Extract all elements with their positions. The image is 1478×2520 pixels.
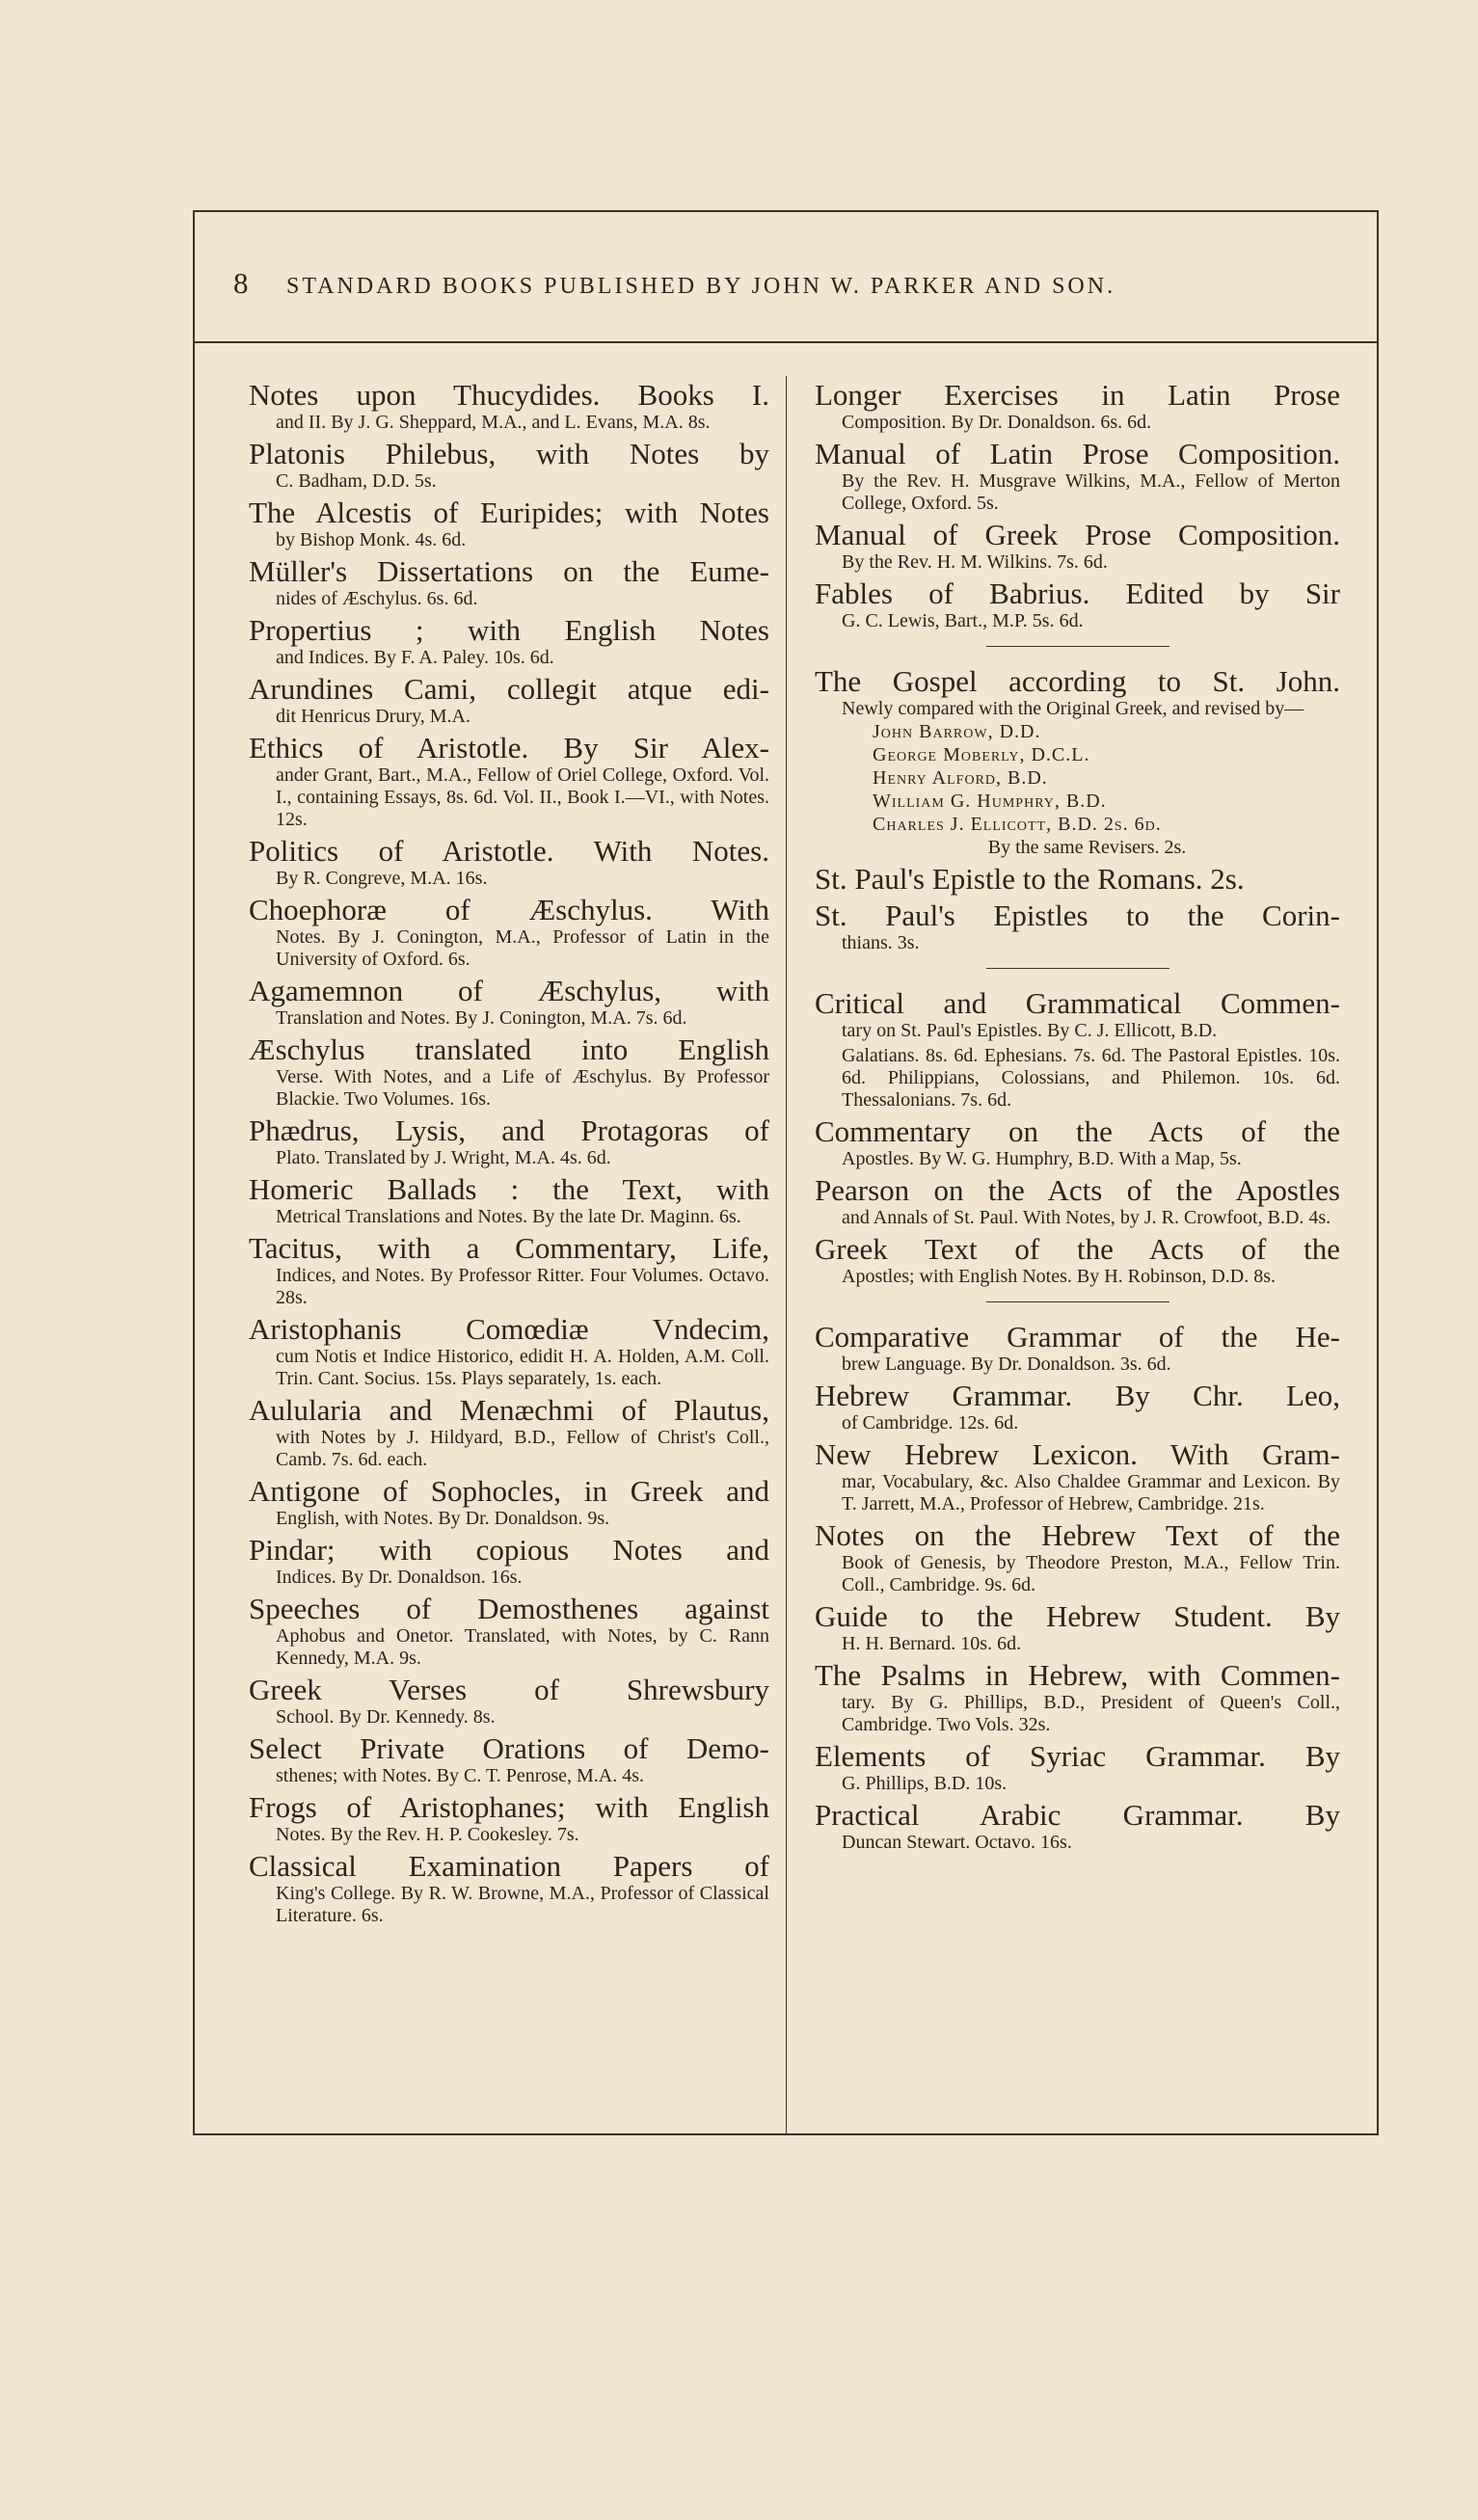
book-detail: H. H. Bernard. 10s. 6d. bbox=[842, 1633, 1022, 1654]
book-entry bbox=[815, 986, 1340, 1042]
revisers-note: By the same Revisers. 2s. bbox=[987, 837, 1187, 858]
book-entry bbox=[249, 731, 769, 831]
book-detail: Indices. By Dr. Donaldson. 16s. bbox=[276, 1567, 523, 1588]
book-detail: Notes. By J. Conington, M.A., Professor of Latin in the University of Oxford. 6s. bbox=[276, 926, 769, 970]
section-separator bbox=[986, 1301, 1169, 1302]
book-detail: Duncan Stewart. Octavo. 16s. bbox=[842, 1832, 1072, 1853]
page-number: 8 bbox=[233, 266, 249, 300]
book-entry bbox=[249, 1673, 769, 1729]
book-title: The Gospel according to St. John. bbox=[815, 664, 1340, 698]
book-title: The Psalms in Hebrew, with Commen- bbox=[815, 1658, 1340, 1692]
header-rule bbox=[193, 341, 1379, 343]
book-detail: and Annals of St. Paul. With Notes, by J. R. Crowfoot, B.D. 4s. bbox=[842, 1207, 1331, 1228]
book-title: Agamemnon of Æschylus, with bbox=[249, 974, 769, 1007]
book-entry bbox=[249, 1790, 769, 1846]
book-entry bbox=[249, 672, 769, 728]
book-title: Ethics of Aristotle. By Sir Alex- bbox=[249, 731, 769, 764]
book-entry bbox=[249, 1231, 769, 1309]
book-entry bbox=[249, 437, 769, 493]
book-title: Select Private Orations of Demo- bbox=[249, 1731, 769, 1765]
book-detail: Apostles. By W. G. Humphry, B.D. With a Map, 5s. bbox=[842, 1148, 1242, 1169]
book-title: Manual of Latin Prose Composition. bbox=[815, 437, 1340, 470]
left-column bbox=[249, 378, 769, 1930]
book-detail: mar, Vocabulary, &c. Also Chaldee Grammar and Lexicon. By T. Jarrett, M.A., Professor of Hebrew, Cambridge. 21s. bbox=[842, 1471, 1340, 1515]
book-title: St. Paul's Epistles to the Corin- bbox=[815, 898, 1340, 932]
book-entry bbox=[815, 862, 1340, 896]
book-title: Aristophanis Comœdiæ Vndecim, bbox=[249, 1312, 769, 1346]
book-title: New Hebrew Lexicon. With Gram- bbox=[815, 1437, 1340, 1471]
book-entry bbox=[815, 898, 1340, 954]
book-detail: and II. By J. G. Sheppard, M.A., and L. Evans, M.A. 8s. bbox=[276, 412, 711, 433]
book-detail: Verse. With Notes, and a Life of Æschylus. By Professor Blackie. Two Volumes. 16s. bbox=[276, 1066, 769, 1110]
book-title: Æschylus translated into English bbox=[249, 1032, 769, 1066]
book-title: Notes upon Thucydides. Books I. bbox=[249, 378, 769, 412]
book-entry bbox=[815, 1379, 1340, 1434]
section-separator bbox=[986, 646, 1169, 647]
book-title: Aulularia and Menæchmi of Plautus, bbox=[249, 1393, 769, 1427]
book-detail: sthenes; with Notes. By C. T. Penrose, M.A. 4s. bbox=[276, 1765, 645, 1786]
book-entry bbox=[249, 1113, 769, 1169]
book-detail: Metrical Translations and Notes. By the late Dr. Maginn. 6s. bbox=[276, 1206, 741, 1227]
book-entry bbox=[249, 1592, 769, 1670]
column-divider bbox=[786, 376, 787, 2133]
book-title: Speeches of Demosthenes against bbox=[249, 1592, 769, 1625]
book-title: Platonis Philebus, with Notes by bbox=[249, 437, 769, 470]
book-title: Critical and Grammatical Commen- bbox=[815, 986, 1340, 1020]
book-detail: ander Grant, Bart., M.A., Fellow of Oriel College, Oxford. Vol. I., containing Essays, 8s. 6d. Vol. II., Book I.—VI., with Notes. 12s. bbox=[276, 764, 769, 830]
book-title: Propertius ; with English Notes bbox=[249, 613, 769, 647]
book-detail: By the Rev. H. M. Wilkins. 7s. 6d. bbox=[842, 551, 1108, 573]
book-title: Manual of Greek Prose Composition. bbox=[815, 518, 1340, 551]
book-entry bbox=[249, 613, 769, 669]
book-title: Arundines Cami, collegit atque edi- bbox=[249, 672, 769, 706]
book-title: Tacitus, with a Commentary, Life, bbox=[249, 1231, 769, 1265]
book-detail: Newly compared with the Original Greek, and revised by— bbox=[842, 698, 1304, 719]
bottom-rule bbox=[193, 2133, 1379, 2135]
book-detail: By R. Congreve, M.A. 16s. bbox=[276, 868, 488, 889]
book-title: Fables of Babrius. Edited by Sir bbox=[815, 576, 1340, 610]
book-detail: G. Phillips, B.D. 10s. bbox=[842, 1773, 1008, 1794]
book-detail: and Indices. By F. A. Paley. 10s. 6d. bbox=[276, 647, 554, 668]
book-title: Homeric Ballads : the Text, with bbox=[249, 1172, 769, 1206]
book-title: Müller's Dissertations on the Eume- bbox=[249, 554, 769, 588]
book-detail: tary on St. Paul's Epistles. By C. J. Ellicott, B.D. bbox=[842, 1020, 1218, 1041]
book-title: Pearson on the Acts of the Apostles bbox=[815, 1173, 1340, 1207]
book-detail: School. By Dr. Kennedy. 8s. bbox=[276, 1706, 496, 1728]
book-entry bbox=[815, 1045, 1340, 1112]
book-detail: dit Henricus Drury, M.A. bbox=[276, 706, 471, 727]
book-title: Antigone of Sophocles, in Greek and bbox=[249, 1474, 769, 1508]
book-entry bbox=[815, 1599, 1340, 1655]
book-title: Practical Arabic Grammar. By bbox=[815, 1798, 1340, 1832]
book-entry bbox=[815, 1739, 1340, 1795]
book-detail: G. C. Lewis, Bart., M.P. 5s. 6d. bbox=[842, 610, 1084, 631]
book-entry bbox=[249, 1533, 769, 1589]
reviser-name: Charles J. Ellicott, B.D. 2s. 6d. bbox=[873, 814, 1162, 835]
section-separator bbox=[986, 968, 1169, 969]
book-title: Guide to the Hebrew Student. By bbox=[815, 1599, 1340, 1633]
book-title: Phædrus, Lysis, and Protagoras of bbox=[249, 1113, 769, 1147]
book-entry bbox=[249, 893, 769, 971]
reviser-name: Henry Alford, B.D. bbox=[873, 767, 1048, 789]
left-border bbox=[193, 210, 195, 2133]
top-rule bbox=[193, 210, 1379, 212]
book-title: Notes on the Hebrew Text of the bbox=[815, 1518, 1340, 1552]
book-title: Hebrew Grammar. By Chr. Leo, bbox=[815, 1379, 1340, 1412]
book-entry bbox=[815, 1798, 1340, 1854]
book-detail: brew Language. By Dr. Donaldson. 3s. 6d. bbox=[842, 1354, 1171, 1375]
book-entry bbox=[249, 496, 769, 551]
book-title: Greek Text of the Acts of the bbox=[815, 1232, 1340, 1266]
book-detail: by Bishop Monk. 4s. 6d. bbox=[276, 529, 467, 550]
book-detail: of Cambridge. 12s. 6d. bbox=[842, 1412, 1019, 1434]
book-entry bbox=[815, 1518, 1340, 1596]
book-entry bbox=[249, 1474, 769, 1530]
page-frame bbox=[193, 210, 1379, 2158]
book-entry bbox=[249, 834, 769, 890]
book-entry bbox=[249, 1849, 769, 1927]
right-column bbox=[815, 378, 1340, 1857]
book-entry bbox=[249, 554, 769, 610]
book-entry bbox=[815, 1232, 1340, 1288]
book-detail: cum Notis et Indice Historico, edidit H. A. Holden, A.M. Coll. Trin. Cant. Socius. 15s. Plays separately, 1s. each. bbox=[276, 1346, 769, 1389]
book-title: Commentary on the Acts of the bbox=[815, 1114, 1340, 1148]
reviser-name: George Moberly, D.C.L. bbox=[873, 744, 1090, 765]
book-title: St. Paul's Epistle to the Romans. 2s. bbox=[815, 862, 1245, 896]
book-entry bbox=[815, 576, 1340, 632]
reviser-name: William G. Humphry, B.D. bbox=[873, 791, 1107, 812]
running-title: STANDARD BOOKS PUBLISHED BY JOHN W. PARKER AND SON. bbox=[286, 274, 1116, 299]
book-entry bbox=[815, 664, 1340, 859]
book-detail: with Notes by J. Hildyard, B.D., Fellow of Christ's Coll., Camb. 7s. 6d. each. bbox=[276, 1427, 769, 1470]
book-entry bbox=[249, 1731, 769, 1787]
book-detail: nides of Æschylus. 6s. 6d. bbox=[276, 588, 478, 609]
book-entry bbox=[249, 974, 769, 1030]
book-entry bbox=[815, 1173, 1340, 1229]
book-detail: Composition. By Dr. Donaldson. 6s. 6d. bbox=[842, 412, 1152, 433]
book-entry bbox=[815, 518, 1340, 574]
book-detail: tary. By G. Phillips, B.D., President of Queen's Coll., Cambridge. Two Vols. 32s. bbox=[842, 1692, 1340, 1735]
book-entry bbox=[249, 1312, 769, 1390]
revisers-list bbox=[815, 720, 1340, 836]
book-entry bbox=[249, 378, 769, 434]
book-detail: By the Rev. H. Musgrave Wilkins, M.A., Fellow of Merton College, Oxford. 5s. bbox=[842, 470, 1340, 514]
book-title: Politics of Aristotle. With Notes. bbox=[249, 834, 769, 868]
book-entry bbox=[815, 437, 1340, 515]
book-title: Pindar; with copious Notes and bbox=[249, 1533, 769, 1567]
book-detail: Notes. By the Rev. H. P. Cookesley. 7s. bbox=[276, 1824, 579, 1845]
book-detail: Translation and Notes. By J. Conington, M.A. 7s. 6d. bbox=[276, 1007, 687, 1029]
book-title: Greek Verses of Shrewsbury bbox=[249, 1673, 769, 1706]
book-detail: Galatians. 8s. 6d. Ephesians. 7s. 6d. The Pastoral Epistles. 10s. 6d. Philippians, Colossians, and Philemon. 10s. 6d. Thessalonians. 7s. 6d. bbox=[842, 1045, 1340, 1111]
book-entry bbox=[815, 378, 1340, 434]
book-title: Classical Examination Papers of bbox=[249, 1849, 769, 1883]
running-head bbox=[233, 266, 1340, 305]
book-entry bbox=[815, 1320, 1340, 1376]
reviser-name: John Barrow, D.D. bbox=[873, 721, 1041, 742]
book-detail: King's College. By R. W. Browne, M.A., Professor of Classical Literature. 6s. bbox=[276, 1883, 769, 1926]
right-border bbox=[1377, 210, 1379, 2133]
book-title: Longer Exercises in Latin Prose bbox=[815, 378, 1340, 412]
book-detail: Indices, and Notes. By Professor Ritter. Four Volumes. Octavo. 28s. bbox=[276, 1265, 769, 1308]
book-title: Choephoræ of Æschylus. With bbox=[249, 893, 769, 926]
book-title: The Alcestis of Euripides; with Notes bbox=[249, 496, 769, 529]
book-entry bbox=[815, 1658, 1340, 1736]
book-entry bbox=[815, 1114, 1340, 1170]
book-entry bbox=[249, 1032, 769, 1111]
book-detail: English, with Notes. By Dr. Donaldson. 9s. bbox=[276, 1508, 610, 1529]
book-detail: Apostles; with English Notes. By H. Robinson, D.D. 8s. bbox=[842, 1266, 1276, 1287]
book-entry bbox=[249, 1172, 769, 1228]
book-detail: thians. 3s. bbox=[842, 932, 920, 953]
book-detail: Aphobus and Onetor. Translated, with Notes, by C. Rann Kennedy, M.A. 9s. bbox=[276, 1625, 769, 1669]
book-title: Frogs of Aristophanes; with English bbox=[249, 1790, 769, 1824]
book-detail: Book of Genesis, by Theodore Preston, M.A., Fellow Trin. Coll., Cambridge. 9s. 6d. bbox=[842, 1552, 1340, 1595]
book-title: Elements of Syriac Grammar. By bbox=[815, 1739, 1340, 1773]
book-entry bbox=[249, 1393, 769, 1471]
book-detail: C. Badham, D.D. 5s. bbox=[276, 470, 437, 492]
book-title: Comparative Grammar of the He- bbox=[815, 1320, 1340, 1354]
book-detail: Plato. Translated by J. Wright, M.A. 4s. 6d. bbox=[276, 1147, 611, 1168]
book-entry bbox=[815, 1437, 1340, 1515]
